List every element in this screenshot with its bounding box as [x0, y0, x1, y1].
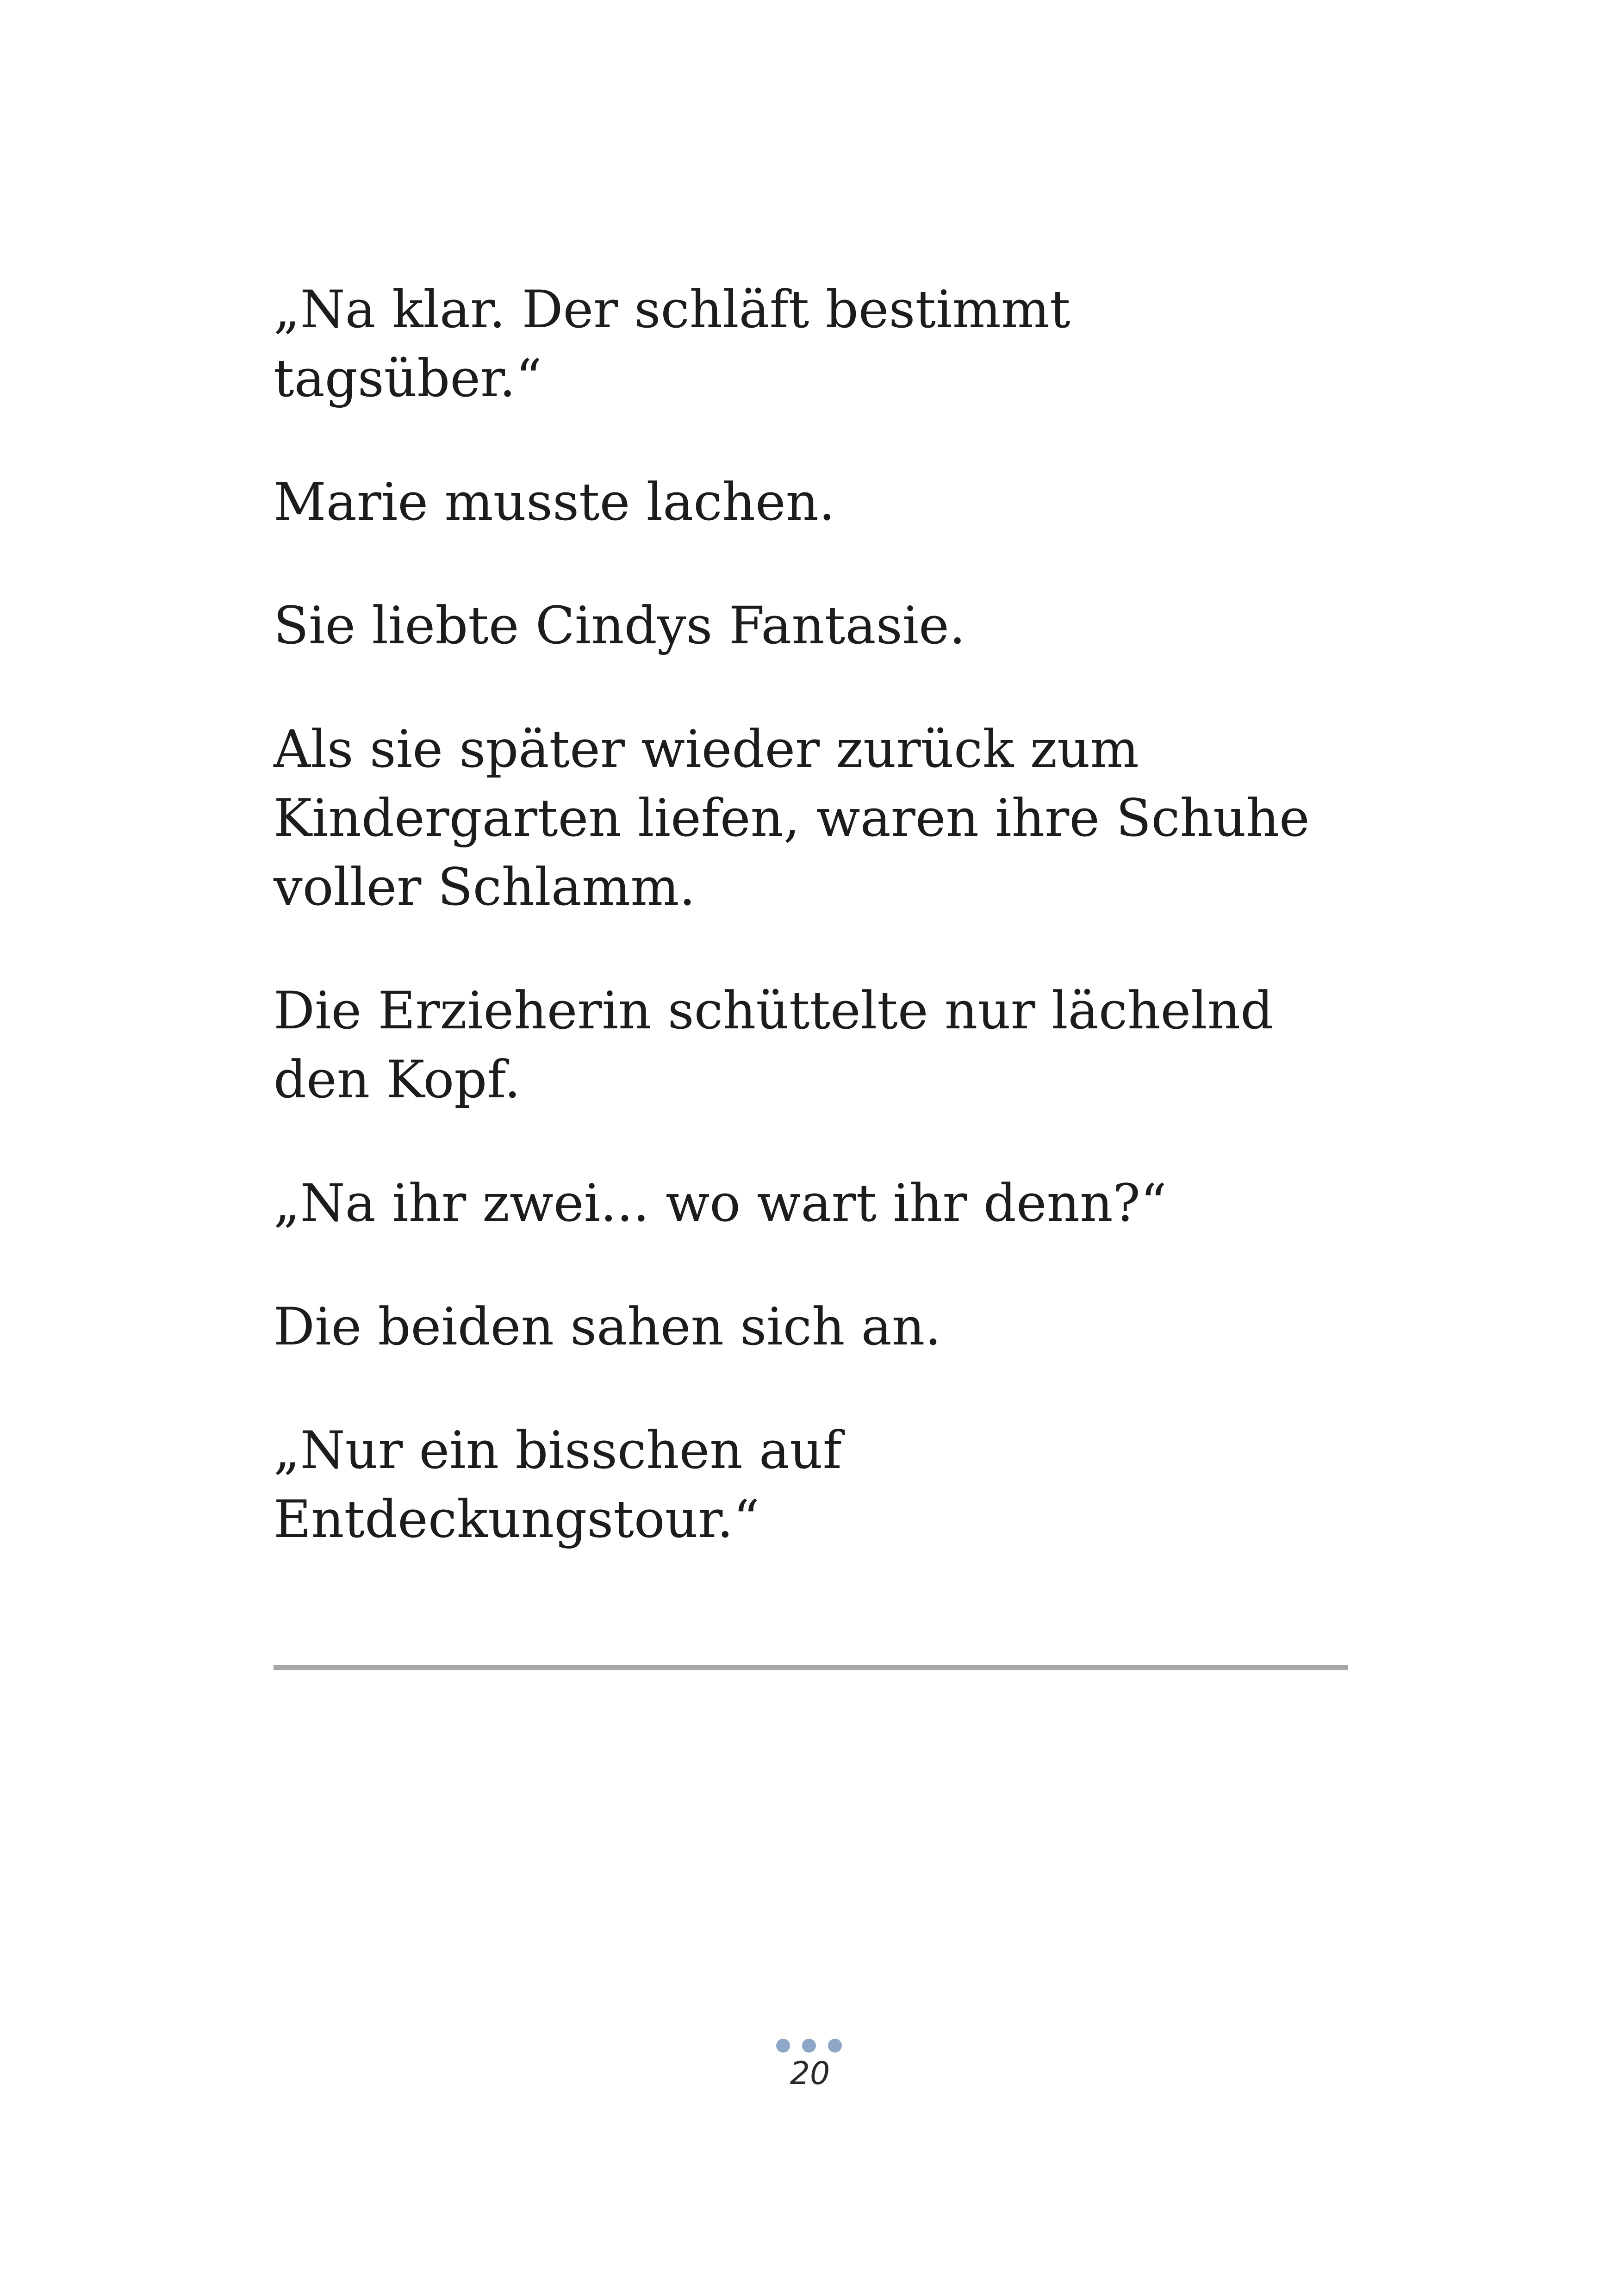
paragraph: „Na klar. Der schläft bestimmt tagsüber.“ [274, 280, 1070, 409]
dot-icon [828, 2039, 842, 2053]
paragraph: Die Erzieherin schüttelte nur lächelnd den Kopf. [274, 981, 1274, 1110]
paragraph: Die beiden sahen sich an. [274, 1297, 941, 1357]
page-number: 20 [790, 2055, 830, 2092]
paragraph: Sie liebte Cindys Fantasie. [274, 596, 966, 656]
paragraph: Marie musste lachen. [274, 473, 835, 532]
section-divider [274, 1665, 1348, 1670]
ellipsis-dots-icon [776, 2039, 844, 2053]
paragraph: „Nur ein bisschen auf Entdeckungstour.“ [274, 1421, 842, 1549]
dot-icon [802, 2039, 816, 2053]
story-text [274, 275, 1384, 1554]
dot-icon [776, 2039, 790, 2053]
paragraph: Als sie später wieder zurück zum Kindergarten liefen, waren ihre Schuhe voller Schlamm. [274, 720, 1310, 917]
page-footer [764, 2039, 856, 2103]
paragraph: „Na ihr zwei... wo wart ihr denn?“ [274, 1174, 1167, 1233]
